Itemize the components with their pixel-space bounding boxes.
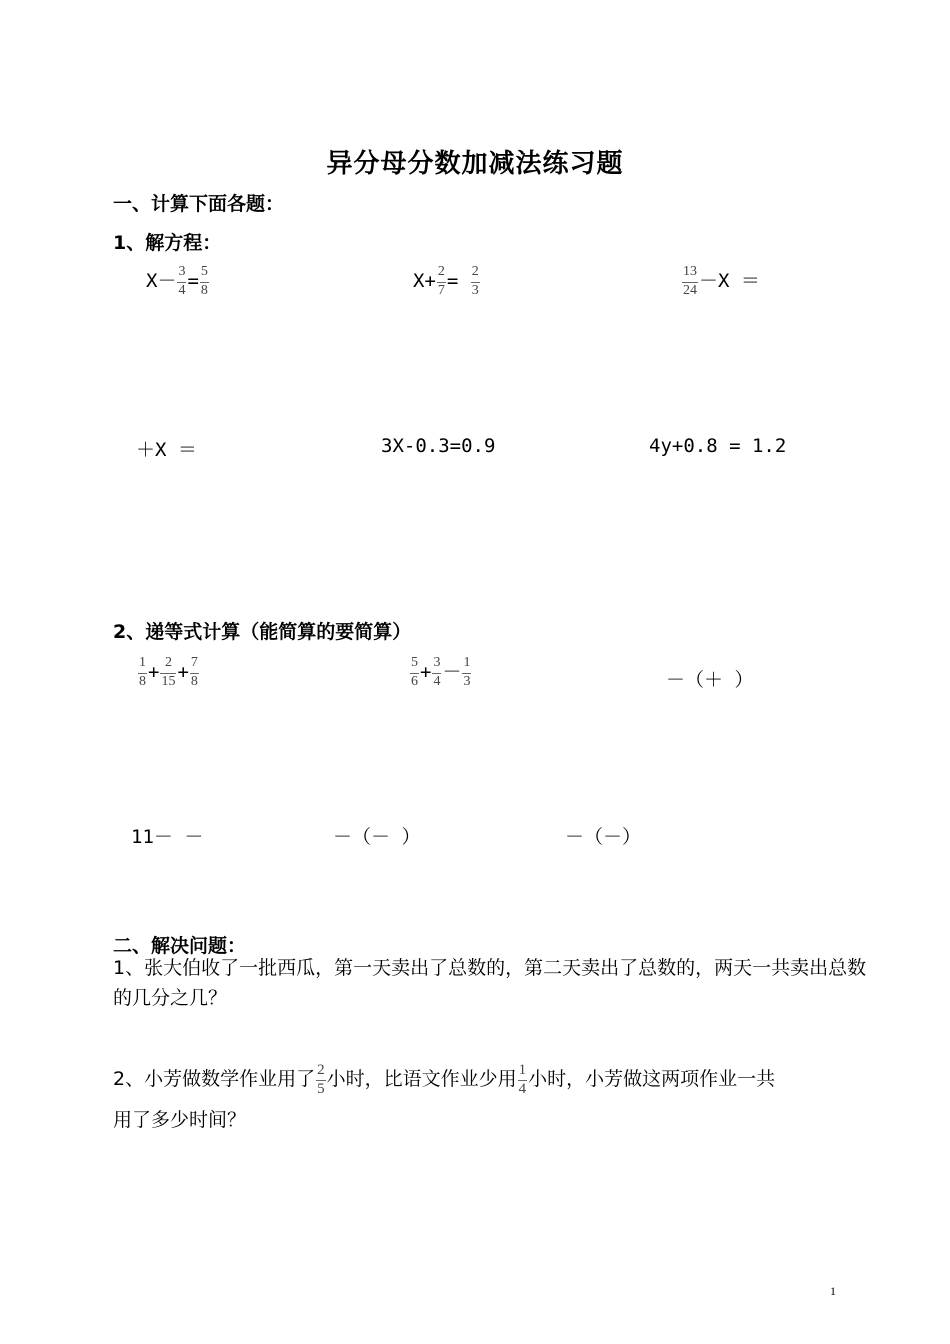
- expression-3: －（＋ ）: [666, 669, 754, 691]
- equation-2: X+ $\frac{2}{7}$ = $\frac{2}{3}$: [413, 264, 479, 298]
- part1-heading: 1、解方程：: [113, 232, 222, 254]
- problem-2-line-1: 2、小芳做数学作业用了 $\frac{2}{5}$ 小时，比语文作业少用 $\frac{1}{4}$ 小时，小芳做这两项作业一共: [113, 1062, 776, 1097]
- equation-3: $\frac{13}{24}$ －X ＝: [683, 264, 760, 298]
- equation-5: 3X-0.3=0.9: [381, 435, 496, 457]
- expression-1: $\frac{1}{8}$ + $\frac{2}{15}$ + $\frac{7}{8}$: [139, 655, 198, 689]
- problem-1: 1、张大伯收了一批西瓜，第一天卖出了总数的，第二天卖出了总数的，两天一共卖出总数的几分之几？: [113, 957, 867, 1009]
- equation-4: ＋X ＝: [136, 439, 197, 461]
- expression-4: 11－ －: [131, 826, 204, 848]
- page-title: 异分母分数加减法练习题: [326, 149, 624, 179]
- equation-1: X－ $\frac{3}{4}$ = $\frac{5}{8}$: [146, 264, 208, 298]
- equation-6: 4y+0.8 = 1.2: [649, 435, 787, 457]
- expression-2: $\frac{5}{6}$ + $\frac{3}{4}$ － $\frac{1}{3}$: [411, 655, 471, 689]
- expression-5: －（－ ）: [333, 826, 421, 848]
- expression-6: －（－）: [565, 826, 642, 848]
- section1-heading: 一、计算下面各题：: [113, 193, 285, 215]
- page-number: 1: [830, 1284, 836, 1298]
- part2-heading: 2、递等式计算（能简算的要简算）: [113, 621, 412, 643]
- problem-2-line-2: 用了多少时间？: [113, 1109, 247, 1131]
- section2-heading: 二、解决问题：: [113, 935, 247, 957]
